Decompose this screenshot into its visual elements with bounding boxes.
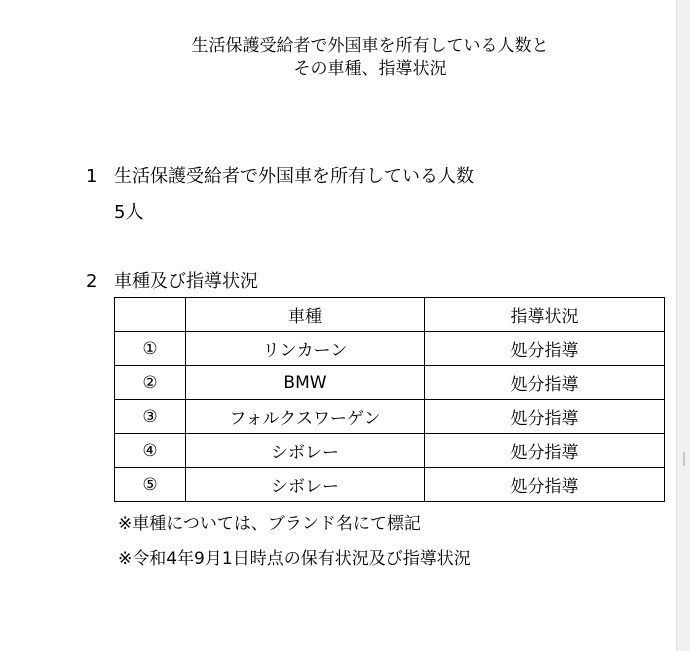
car-model: シボレー	[186, 468, 425, 502]
document-title-line-2: その車種、指導状況	[293, 59, 447, 79]
section-1-number: 1	[86, 166, 98, 187]
section-2-number: 2	[86, 271, 98, 292]
scrollbar-thumb[interactable]	[683, 452, 685, 466]
viewer-scrollbar[interactable]	[676, 0, 690, 651]
header-guidance-status: 指導状況	[425, 298, 665, 332]
document-title-line-1: 生活保護受給者で外国車を所有している人数と	[191, 36, 549, 56]
header-no	[115, 298, 186, 332]
car-guidance-table	[114, 297, 665, 502]
section-2-title: 車種及び指導状況	[114, 271, 258, 292]
guidance-status: 処分指導	[425, 332, 665, 366]
section-2-heading	[86, 271, 258, 293]
owner-count: 5人	[114, 202, 144, 223]
table-row	[115, 468, 665, 502]
table-row	[115, 332, 665, 366]
row-number: ②	[115, 366, 186, 400]
section-1-heading	[86, 166, 474, 188]
car-model: BMW	[186, 366, 425, 400]
table-row	[115, 434, 665, 468]
header-car-model: 車種	[186, 298, 425, 332]
row-number: ④	[115, 434, 186, 468]
row-number: ③	[115, 400, 186, 434]
table-header-row	[115, 298, 665, 332]
guidance-status: 処分指導	[425, 400, 665, 434]
car-model: シボレー	[186, 434, 425, 468]
table-row	[115, 400, 665, 434]
car-model: フォルクスワーゲン	[186, 400, 425, 434]
guidance-status: 処分指導	[425, 366, 665, 400]
table-row	[115, 366, 665, 400]
guidance-status: 処分指導	[425, 434, 665, 468]
section-1-title: 生活保護受給者で外国車を所有している人数	[114, 166, 474, 187]
row-number: ①	[115, 332, 186, 366]
row-number: ⑤	[115, 468, 186, 502]
car-model: リンカーン	[186, 332, 425, 366]
note-as-of-date: ※令和4年9月1日時点の保有状況及び指導状況	[118, 549, 471, 569]
guidance-status: 処分指導	[425, 468, 665, 502]
note-brand-naming: ※車種については、ブランド名にて標記	[118, 514, 421, 534]
